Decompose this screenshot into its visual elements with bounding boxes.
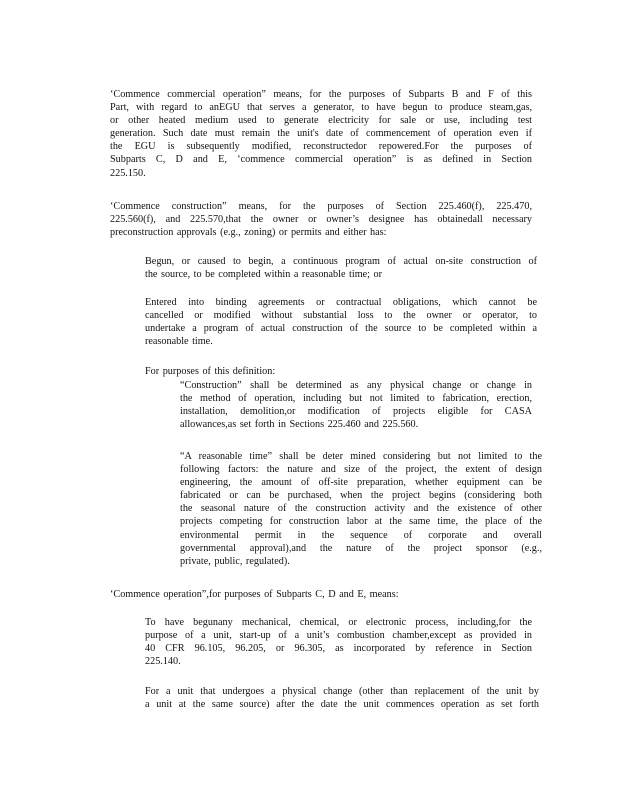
text-line: the source, to be completed within a reasonable time; or <box>145 269 383 281</box>
operation-item-begun <box>145 616 532 668</box>
text-line: a unit at the same source) after the date the unit commences operation as set forth <box>145 699 539 711</box>
text-line: “Construction” shall be determined as any physical change or change in <box>180 380 532 391</box>
text-line: environmental permit in the sequence of corporate and overall <box>180 529 542 541</box>
text-line: 225.560(f), and 225.570,that the owner or owner’s designee has obtainedall necessary <box>110 214 532 226</box>
text-line: Begun, or caused to begin, a continuous program of actual on-site construction of <box>145 256 537 267</box>
construction-item-entered <box>145 296 537 348</box>
text-line: following factors: the nature and size of the project, the extent of design <box>180 464 542 476</box>
text-line: private, public, regulated). <box>180 555 290 567</box>
text-line: ‘Commence commercial operation” means, for the purposes of Subparts B and F of this <box>110 89 532 100</box>
text-line: generation. Such date must remain the unit's date of commencement of operation even if <box>110 128 532 140</box>
text-line: To have begunany mechanical, chemical, or electronic process, including,for the <box>145 617 532 628</box>
construction-item-begun <box>145 255 537 281</box>
text-line: the EGU is subsequently modified, reconstructedor repowered.For the purposes of <box>110 141 532 153</box>
reasonable-time-meaning <box>180 450 542 568</box>
text-line: fabricated or can be purchased, when the project begins (considering both <box>180 490 542 502</box>
text-line: engineering, the amount of off-site preparation, whether equipment can be <box>180 477 542 489</box>
text-line: ‘Commence construction” means, for the purposes of Section 225.460(f), 225.470, <box>110 201 532 212</box>
text-line: governmental approval),and the nature of the project sponsor (e.g., <box>180 542 542 554</box>
text-line: Part, with regard to anEGU that serves a generator, to have begun to produce steam,gas, <box>110 102 532 114</box>
text-line: 225.150. <box>110 167 146 179</box>
construction-meaning <box>180 379 532 431</box>
operation-item-physical-change <box>145 685 539 711</box>
text-line: preconstruction approvals (e.g., zoning) or permits and either has: <box>110 227 387 239</box>
text-line: For purposes of this definition: <box>145 366 276 377</box>
text-line: allowances,as set forth in Sections 225.460 and 225.560. <box>180 419 419 431</box>
text-line: projects competing for construction labor at the same time, the place of the <box>180 516 542 528</box>
text-line: 40 CFR 96.105, 96.205, or 96.305, as incorporated by reference in Section <box>145 643 532 655</box>
purposes-intro <box>145 365 537 378</box>
text-line: the seasonal nature of the construction activity and the existence of other <box>180 503 542 515</box>
text-line: installation, demolition,or modification of projects eligible for CASA <box>180 406 532 418</box>
text-line: For a unit that undergoes a physical change (other than replacement of the unit by <box>145 686 539 697</box>
definition-commence-commercial-operation <box>110 88 532 180</box>
text-line: “A reasonable time” shall be deter mined considering but not limited to the <box>180 451 542 462</box>
text-line: reasonable time. <box>145 336 213 348</box>
definition-commence-operation <box>110 588 532 601</box>
text-line: cancelled or modified without substantial loss to the owner or operator, to <box>145 310 537 322</box>
text-line: ‘Commence operation”,for purposes of Subparts C, D and E, means: <box>110 589 399 600</box>
text-line: Subparts C, D and E, ‘commence commercial operation” is as defined in Section <box>110 154 532 166</box>
text-line: purpose of a unit, start-up of a unit’s combustion chamber,except as provided in <box>145 630 532 642</box>
text-line: undertake a program of actual construction of the source to be completed within a <box>145 323 537 335</box>
text-line: 225.140. <box>145 656 181 668</box>
definition-commence-construction <box>110 200 532 239</box>
text-line: or other heated medium used to generate electricity for sale or use, including test <box>110 115 532 127</box>
text-line: Entered into binding agreements or contractual obligations, which cannot be <box>145 297 537 308</box>
text-line: the method of operation, including but not limited to fabrication, erection, <box>180 393 532 405</box>
